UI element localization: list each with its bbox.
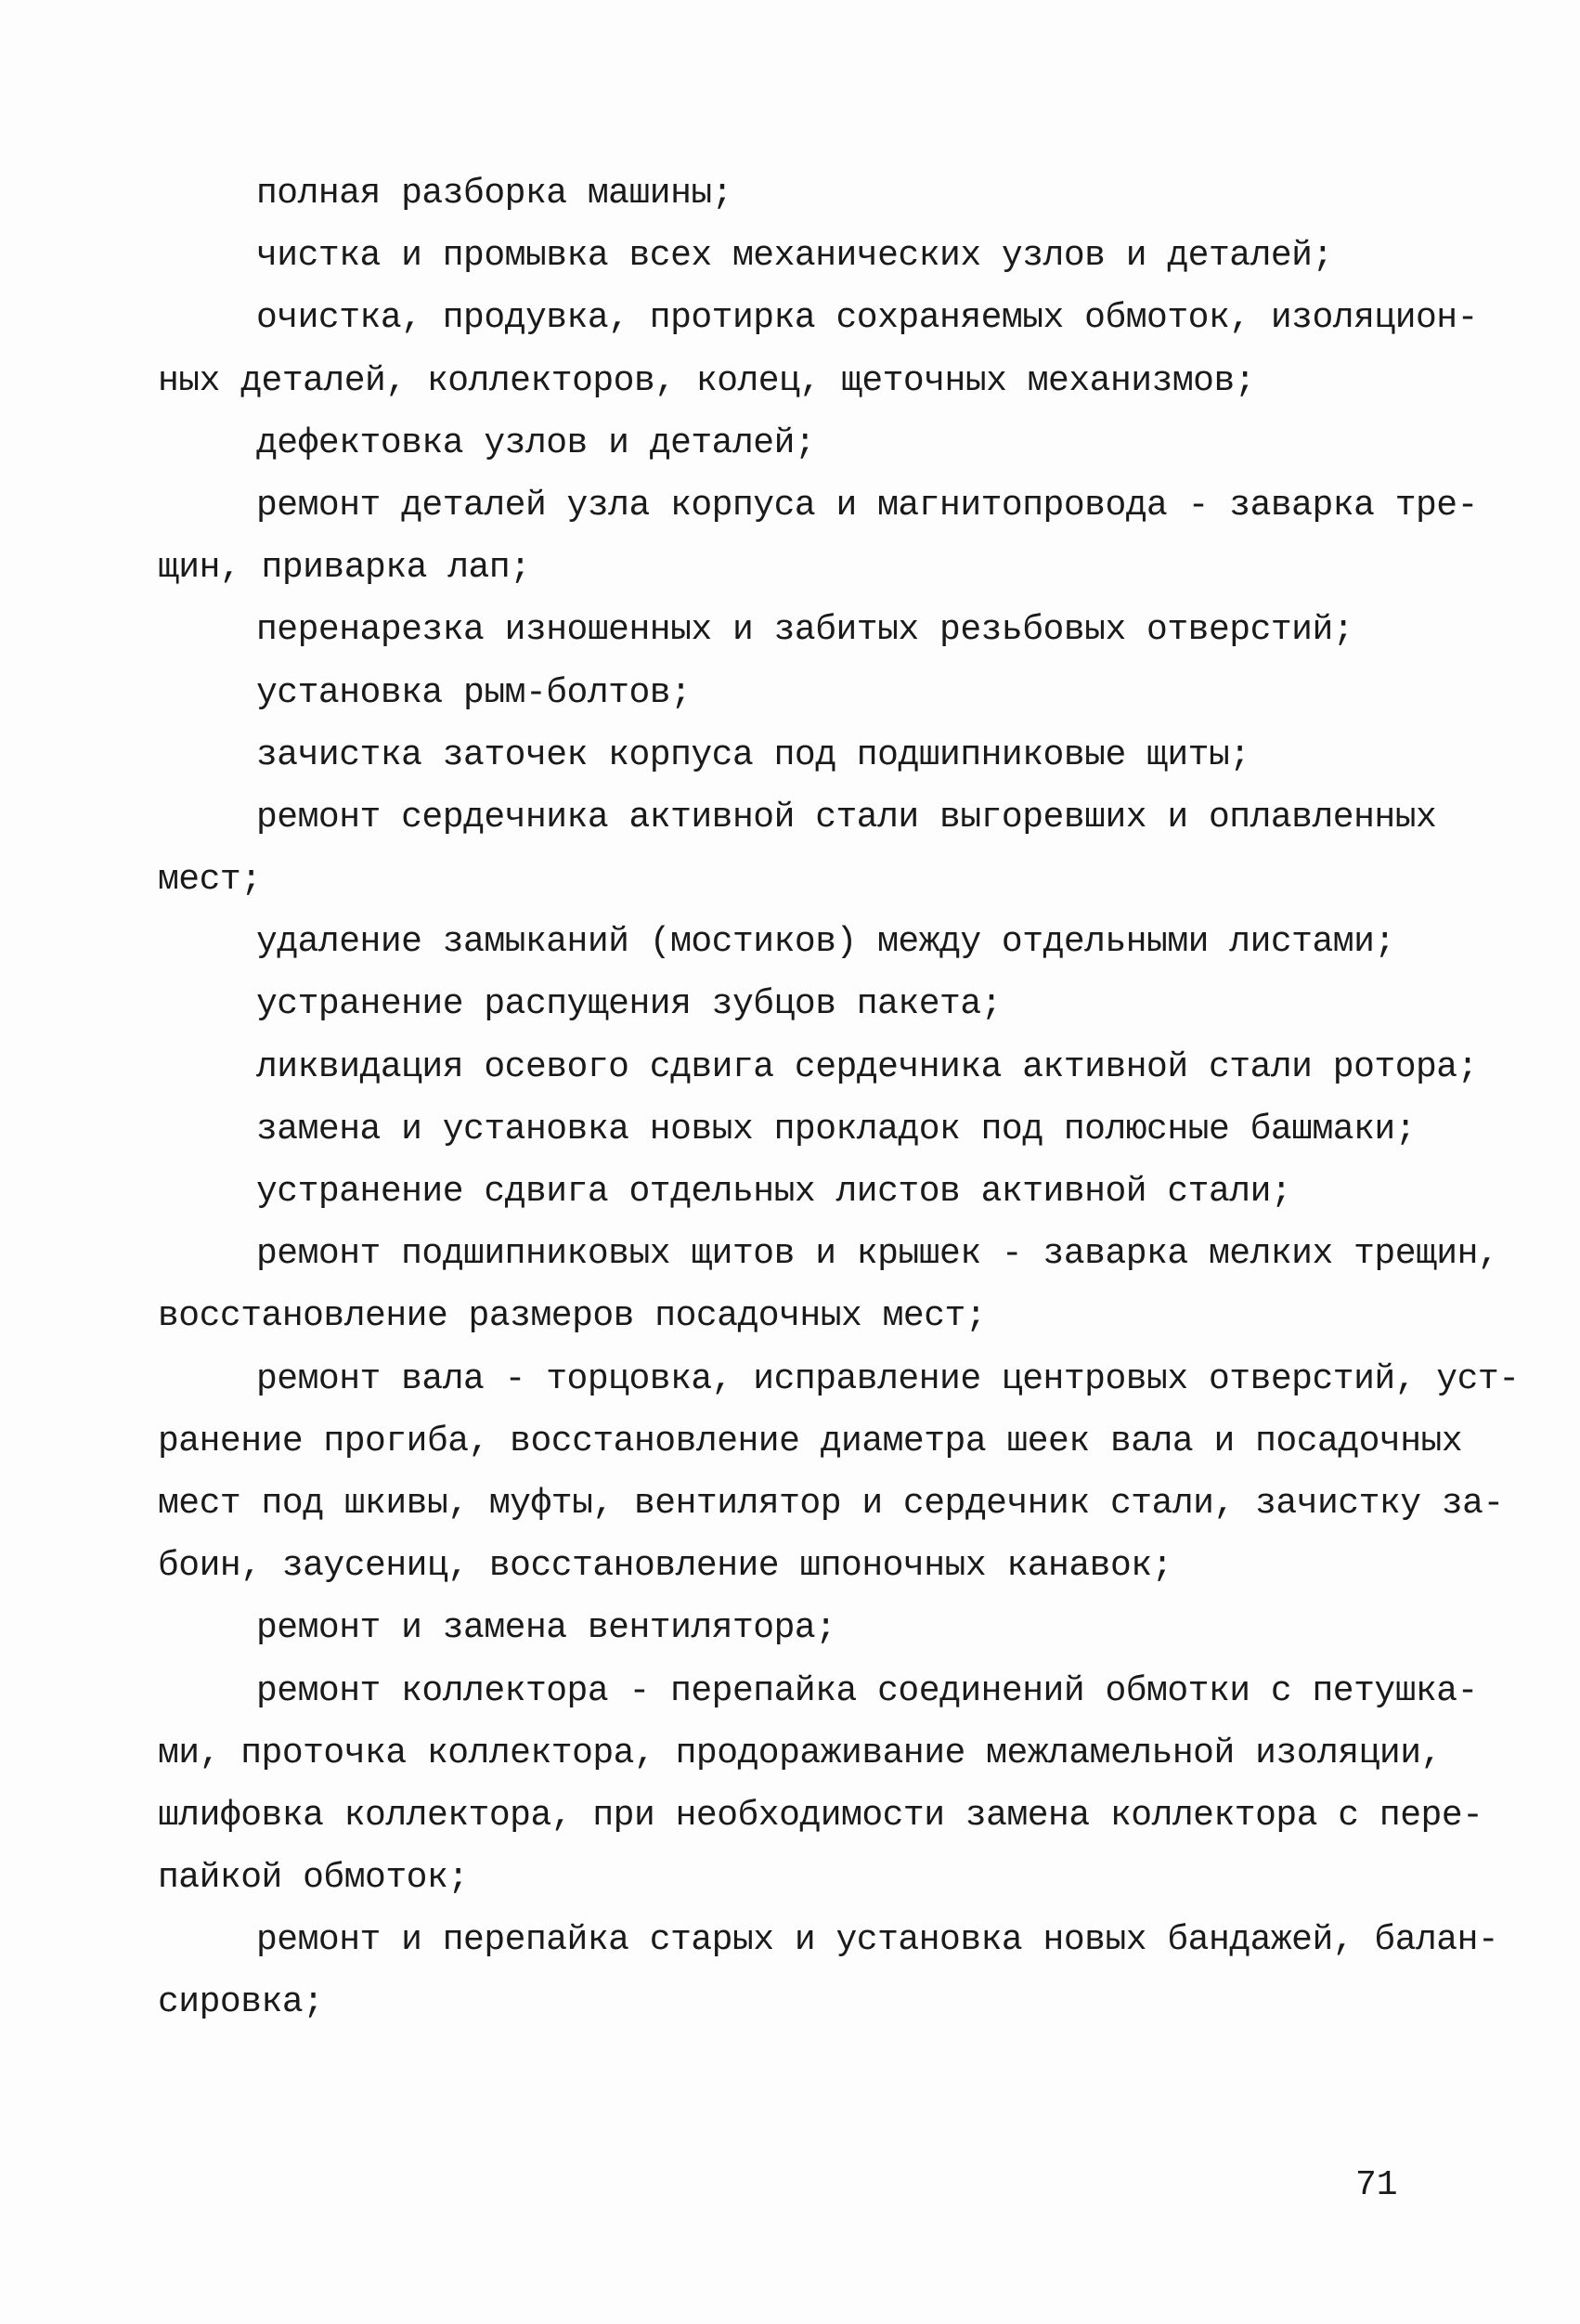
text-line: ремонт и замена вентилятора; (256, 1608, 836, 1649)
text-line: сировка; (158, 1982, 324, 2023)
text-line: замена и установка новых прокладок под полюсные башмаки; (256, 1109, 1417, 1149)
text-line: ремонт коллектора - перепайка соединений обмотки с петушка- (256, 1670, 1478, 1711)
text-line: дефектовка узлов и деталей; (256, 422, 816, 463)
text-line: устранение сдвига отдельных листов активной стали; (256, 1172, 1292, 1212)
text-line: ликвидация осевого сдвига сердечника активной стали ротора; (256, 1046, 1478, 1087)
text-line: ремонт сердечника активной стали выгоревших и оплавленных (256, 797, 1437, 837)
body-text (158, 162, 1520, 2034)
text-line: удаление замыканий (мостиков) между отдельными листами; (256, 922, 1395, 963)
text-line: ранение прогиба, восстановление диаметра шеек вала и посадочных (158, 1421, 1463, 1461)
text-line: чистка и промывка всех механических узлов и деталей; (256, 236, 1333, 277)
text-line: боин, заусениц, восстановление шпоночных канавок; (158, 1546, 1172, 1587)
page-number: 71 (1355, 2165, 1398, 2205)
text-line: щин, приварка лап; (158, 548, 531, 589)
text-line: перенарезка изношенных и забитых резьбовых отверстий; (256, 610, 1354, 651)
text-line: мест; (158, 860, 262, 901)
text-line: пайкой обмоток; (158, 1858, 469, 1899)
text-line: шлифовка коллектора, при необходимости замена коллектора с пере- (158, 1795, 1483, 1836)
text-line: зачистка заточек корпуса под подшипниковые щиты; (256, 734, 1250, 775)
text-line: ремонт подшипниковых щитов и крышек - заварка мелких трещин, (256, 1234, 1499, 1275)
text-line: устранение распущения зубцов пакета; (256, 984, 1002, 1025)
text-line: ных деталей, коллекторов, колец, щеточных механизмов; (158, 360, 1256, 401)
text-line: мест под шкивы, муфты, вентилятор и сердечник стали, зачистку за- (158, 1483, 1504, 1524)
text-line: ми, проточка коллектора, продораживание межламельной изоляции, (158, 1733, 1442, 1773)
text-line: ремонт и перепайка старых и установка новых бандажей, балан- (256, 1920, 1499, 1961)
text-line: ремонт деталей узла корпуса и магнитопровода - заварка тре- (256, 485, 1478, 526)
text-line: очистка, продувка, протирка сохраняемых обмоток, изоляцион- (256, 298, 1478, 339)
text-line: установка рым-болтов; (256, 672, 692, 713)
text-line: полная разборка машины; (256, 174, 732, 214)
text-line: ремонт вала - торцовка, исправление центровых отверстий, уст- (256, 1358, 1520, 1399)
text-line: восстановление размеров посадочных мест; (158, 1296, 987, 1337)
